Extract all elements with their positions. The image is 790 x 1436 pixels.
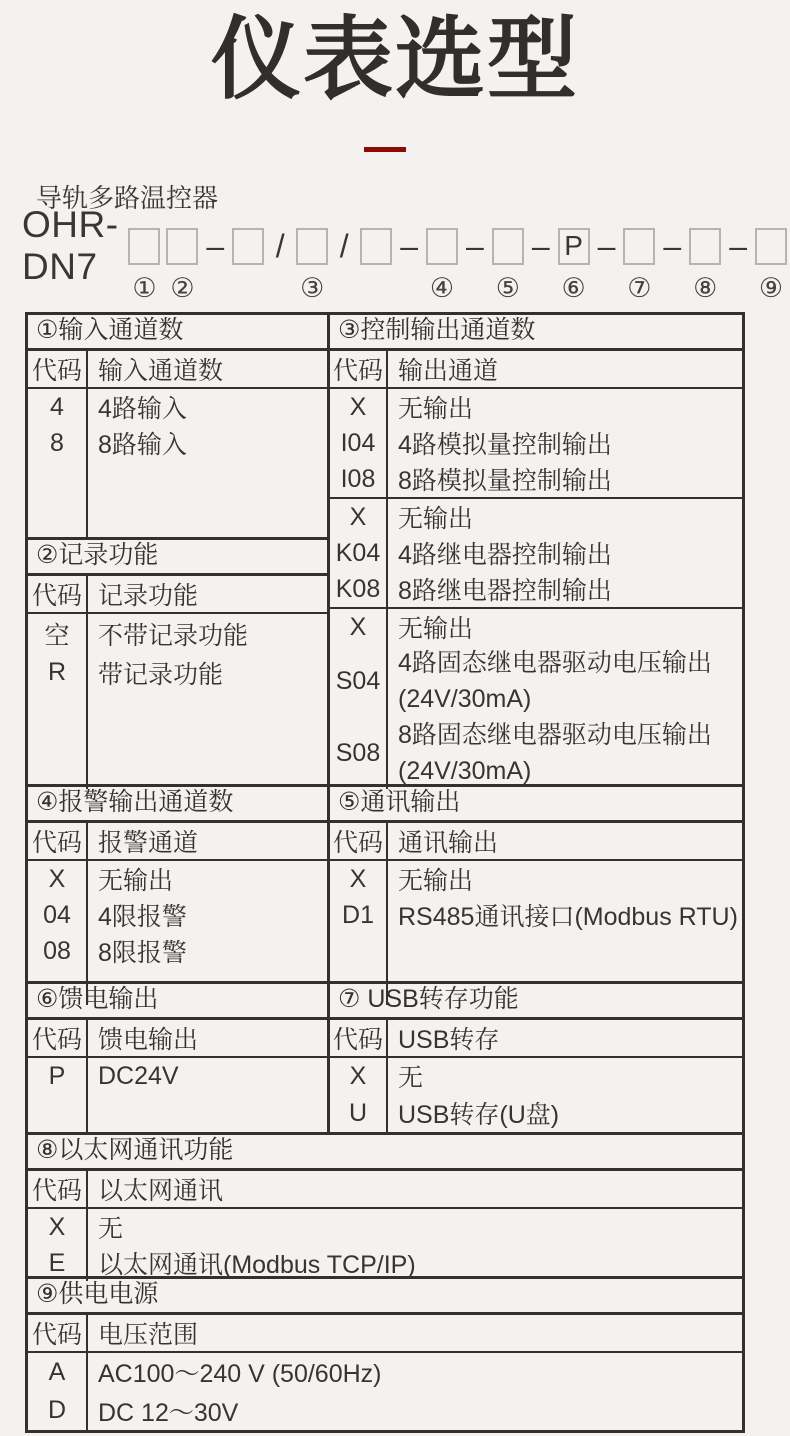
desc-line: (24V/30mA) [398, 685, 532, 713]
model-text-segment [267, 223, 293, 305]
code-cell: S04 [330, 645, 388, 717]
position-number [462, 269, 488, 305]
desc-header: 输出通道 [398, 357, 499, 385]
model-code-box [232, 228, 264, 265]
code-cell: K08 [330, 571, 388, 607]
table-row [28, 653, 327, 692]
code-cell: K04 [330, 535, 388, 571]
position-number: ④ [429, 273, 455, 304]
product-name: 导轨多路温控器 [36, 183, 219, 214]
position-number: ② [170, 273, 195, 304]
left-column [28, 787, 330, 1005]
model-text-segment [331, 223, 357, 305]
table-row [28, 1209, 742, 1245]
code-cell: 04 [28, 897, 88, 933]
code-header: 代码 [28, 1315, 88, 1351]
model-code-box [296, 228, 328, 265]
code-header: 代码 [28, 351, 88, 387]
desc-header: 报警通道 [98, 829, 199, 857]
title-underline [364, 147, 406, 152]
table-title: ⑨供电电源 [28, 1279, 742, 1315]
table-row [28, 1392, 742, 1431]
desc-cell [388, 645, 742, 717]
position-number [235, 269, 261, 305]
desc-line: (24V/30mA) [398, 757, 532, 785]
table-row [28, 1353, 742, 1392]
model-code-segment [125, 223, 163, 305]
model-code-box [128, 228, 160, 265]
table-comm-output [330, 787, 742, 1005]
desc-cell: 以太网通讯(Modbus TCP/IP) [98, 1251, 416, 1279]
table-row [330, 425, 742, 461]
desc-cell: 无输出 [398, 395, 474, 423]
table-title: ⑤通讯输出 [330, 787, 742, 823]
section-3 [28, 984, 742, 1135]
desc-cell: 无输出 [98, 867, 174, 895]
table-row [330, 535, 742, 571]
code-header: 代码 [330, 1020, 388, 1056]
desc-cell: 4限报警 [98, 903, 187, 931]
desc-cell: 无 [98, 1215, 124, 1243]
position-number [396, 269, 422, 305]
section-5 [28, 1279, 742, 1430]
table-row [28, 897, 327, 933]
table-row [28, 933, 327, 969]
table-power-feed [28, 984, 327, 1132]
model-code-segment [357, 223, 395, 305]
table-title: ①输入通道数 [28, 315, 327, 351]
model-code-segment [686, 223, 724, 305]
desc-cell [88, 692, 327, 789]
position-number: ⑧ [693, 273, 718, 304]
table-row [28, 1245, 742, 1281]
table-body [28, 1209, 742, 1279]
model-separator: – [400, 227, 419, 264]
filler-row [28, 461, 327, 537]
table-header [28, 1315, 742, 1353]
position-number [725, 269, 751, 305]
code-cell: E [28, 1245, 88, 1281]
model-separator: – [597, 227, 616, 264]
table-usb-transfer [330, 984, 742, 1132]
model-code-box [623, 228, 655, 265]
desc-cell: 8路模拟量控制输出 [398, 467, 612, 495]
code-cell: 4 [28, 389, 88, 425]
table-row [28, 389, 327, 425]
desc-header: 输入通道数 [98, 357, 224, 385]
desc-cell: 无输出 [398, 867, 474, 895]
code-cell: R [28, 653, 88, 692]
desc-cell [388, 717, 742, 789]
model-separator: – [531, 227, 550, 264]
table-header [28, 1020, 327, 1058]
desc-header: 电压范围 [98, 1321, 199, 1349]
desc-cell: DC24V [98, 1061, 179, 1090]
desc-header: 记录功能 [98, 582, 199, 610]
table-row [330, 717, 742, 789]
model-code-line [22, 204, 790, 305]
position-number [594, 269, 620, 305]
desc-cell: 4路继电器控制输出 [398, 541, 612, 569]
position-number: ⑥ [561, 273, 586, 304]
table-alarm-output [28, 787, 327, 1005]
table-body [28, 1058, 327, 1132]
table-row [330, 897, 742, 933]
filler-row [28, 1094, 327, 1132]
output-group-analog [330, 389, 742, 497]
code-header: 代码 [28, 1171, 88, 1207]
desc-cell: 带记录功能 [98, 660, 224, 689]
table-row [330, 861, 742, 897]
table-row [330, 389, 742, 425]
model-separator: / [275, 227, 285, 264]
code-header: 代码 [28, 1020, 88, 1056]
table-title: ④报警输出通道数 [28, 787, 327, 823]
model-prefix: OHR-DN7 [22, 204, 119, 288]
position-number: ① [132, 273, 157, 304]
desc-cell: 8路继电器控制输出 [398, 577, 612, 605]
table-input-channels [28, 315, 327, 540]
table-header [28, 1171, 742, 1209]
model-text-segment [22, 204, 125, 305]
output-group-relay [330, 497, 742, 607]
table-record-function [28, 540, 327, 789]
table-body [330, 389, 742, 789]
model-code-box: P [558, 228, 590, 265]
page-title: 仪表选型 [211, 10, 579, 110]
left-column [28, 315, 330, 789]
desc-header: 馈电输出 [98, 1026, 199, 1054]
desc-cell: 不带记录功能 [98, 621, 249, 650]
position-number: ③ [300, 273, 325, 304]
desc-cell: DC 12～30V [98, 1398, 239, 1427]
code-cell: 8 [28, 425, 88, 461]
position-number: ⑤ [495, 273, 520, 304]
model-code-box [755, 228, 787, 265]
table-header [330, 1020, 742, 1058]
desc-cell: 无输出 [398, 615, 474, 643]
table-title: ②记录功能 [28, 540, 327, 576]
section-2 [28, 787, 742, 984]
desc-cell: 8限报警 [98, 939, 187, 967]
code-cell: X [28, 1209, 88, 1245]
right-column [330, 787, 742, 1005]
position-number [363, 269, 389, 305]
table-body [28, 614, 327, 789]
table-row [28, 861, 327, 897]
code-cell: 空 [28, 614, 88, 653]
table-row [330, 645, 742, 717]
desc-cell: AC100～240 V (50/60Hz) [98, 1360, 382, 1389]
position-number [331, 269, 357, 305]
code-cell: U [330, 1094, 388, 1132]
table-title: ③控制输出通道数 [330, 315, 742, 351]
desc-header: 以太网通讯 [98, 1177, 224, 1205]
model-text-segment [201, 223, 229, 305]
left-column [28, 984, 330, 1132]
table-row [330, 1058, 742, 1094]
model-text-segment [527, 223, 555, 305]
code-cell: A [28, 1353, 88, 1392]
code-cell [28, 461, 88, 537]
code-cell: D1 [330, 897, 388, 933]
code-header: 代码 [28, 576, 88, 612]
model-text-segment [395, 223, 423, 305]
desc-cell: RS485通讯接口(Modbus RTU) [398, 903, 738, 931]
model-code-segment [163, 223, 201, 305]
position-number [61, 269, 87, 305]
desc-cell [88, 1094, 327, 1132]
selection-tables [25, 312, 745, 1433]
table-header [330, 351, 742, 389]
model-code-box [360, 228, 392, 265]
position-number [202, 269, 228, 305]
table-row [330, 461, 742, 497]
desc-header: USB转存 [398, 1026, 500, 1054]
table-row [330, 609, 742, 645]
model-code-segment [293, 223, 331, 305]
code-cell [28, 1094, 88, 1132]
desc-cell: 4路输入 [98, 395, 187, 423]
code-cell: X [330, 389, 388, 425]
code-cell: I04 [330, 425, 388, 461]
model-separator: – [206, 227, 225, 264]
code-cell [28, 692, 88, 789]
desc-line: 8路固态继电器驱动电压输出 [398, 721, 712, 749]
model-code-segment [229, 223, 267, 305]
model-code-box [166, 228, 198, 265]
right-column [330, 984, 742, 1132]
model-text-segment [658, 223, 686, 305]
code-cell: X [330, 609, 388, 645]
table-ethernet [28, 1135, 742, 1279]
table-header [330, 823, 742, 861]
desc-line: 4路固态继电器驱动电压输出 [398, 649, 712, 677]
code-cell: 08 [28, 933, 88, 969]
position-number: ⑦ [627, 273, 652, 304]
filler-row [28, 692, 327, 789]
table-row [330, 499, 742, 535]
model-separator: – [663, 227, 682, 264]
desc-cell: 无 [398, 1064, 424, 1092]
table-title: ⑧以太网通讯功能 [28, 1135, 742, 1171]
table-row [28, 1058, 327, 1094]
desc-header: 通讯输出 [398, 829, 499, 857]
table-body [330, 1058, 742, 1132]
code-cell: X [28, 861, 88, 897]
model-code-segment [489, 223, 527, 305]
table-control-output [330, 315, 742, 789]
code-cell: X [330, 499, 388, 535]
model-code-segment [752, 223, 790, 305]
model-code-box [426, 228, 458, 265]
model-code-box [689, 228, 721, 265]
table-header [28, 823, 327, 861]
model-text-segment [724, 223, 752, 305]
model-separator: / [339, 227, 349, 264]
model-code-segment [555, 223, 593, 305]
right-column [330, 315, 742, 789]
code-cell: X [330, 861, 388, 897]
table-row [330, 1094, 742, 1132]
desc-cell: 8路输入 [98, 431, 187, 459]
code-header: 代码 [330, 351, 388, 387]
desc-cell [88, 461, 327, 537]
code-cell: X [330, 1058, 388, 1094]
table-power-supply [28, 1279, 742, 1430]
model-code-box [492, 228, 524, 265]
code-cell: I08 [330, 461, 388, 497]
model-separator: – [729, 227, 747, 264]
position-number [267, 269, 293, 305]
position-number [659, 269, 685, 305]
table-header [28, 351, 327, 389]
code-cell: P [28, 1058, 88, 1094]
model-text-segment [593, 223, 621, 305]
code-header: 代码 [330, 823, 388, 859]
position-number: ⑨ [758, 273, 784, 304]
desc-cell: 4路模拟量控制输出 [398, 431, 612, 459]
code-cell: S08 [330, 717, 388, 789]
table-body [28, 389, 327, 537]
table-header [28, 576, 327, 614]
table-title: ⑥馈电输出 [28, 984, 327, 1020]
table-row [28, 425, 327, 461]
table-title: ⑦ USB转存功能 [330, 984, 742, 1020]
desc-cell: USB转存(U盘) [398, 1101, 560, 1129]
model-text-segment [461, 223, 489, 305]
model-code-segment [620, 223, 658, 305]
position-number [528, 269, 554, 305]
table-row [28, 614, 327, 653]
code-cell: D [28, 1392, 88, 1431]
desc-cell: 无输出 [398, 505, 474, 533]
output-group-ssr [330, 607, 742, 789]
table-row [330, 571, 742, 607]
table-body [28, 1353, 742, 1430]
model-separator: – [466, 227, 484, 264]
code-header: 代码 [28, 823, 88, 859]
model-code-segment [423, 223, 461, 305]
section-1 [28, 315, 742, 787]
section-4 [28, 1135, 742, 1279]
